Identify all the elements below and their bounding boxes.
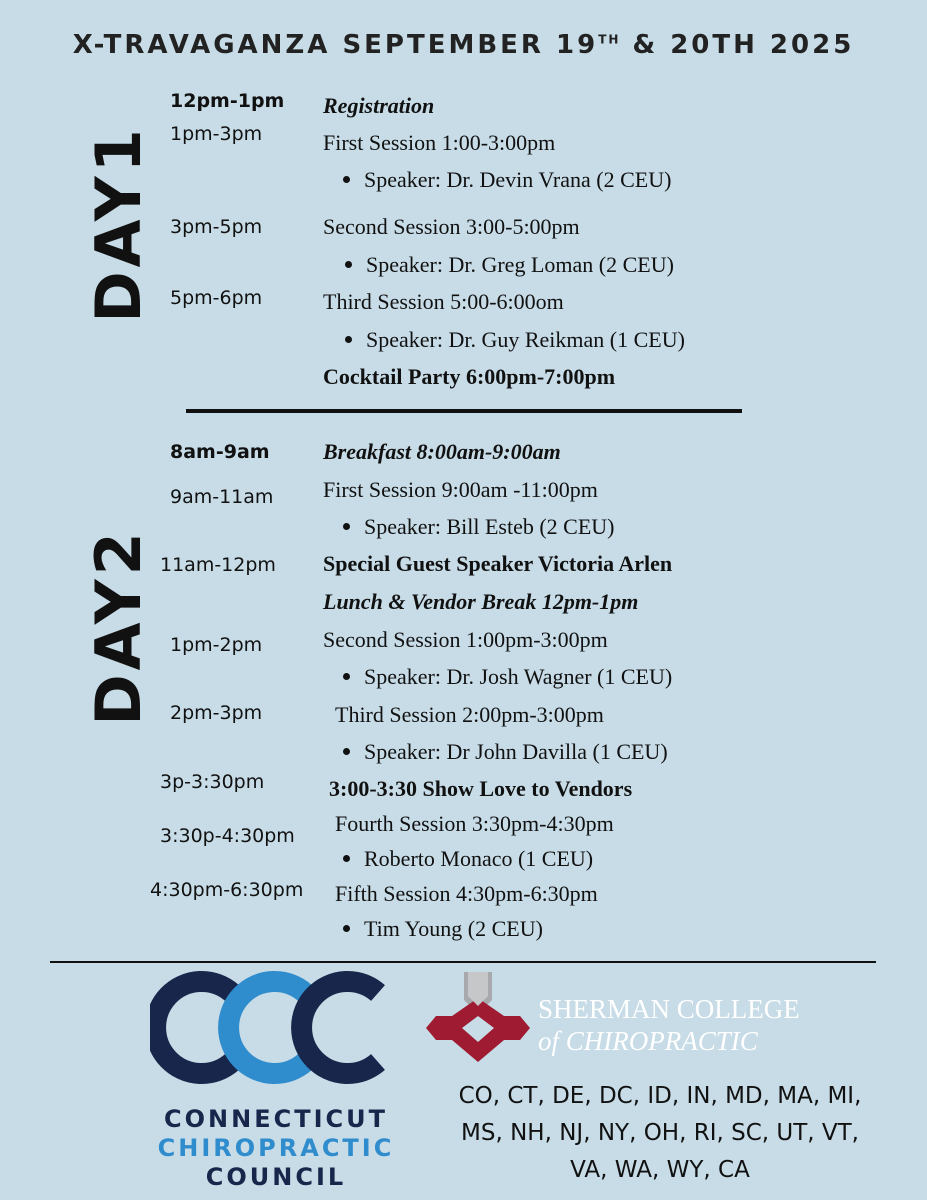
event-title-right: & 20TH 2025 [620,30,855,60]
day2-session3-speaker [343,739,668,765]
sherman-college-name: SHERMAN COLLEGE [538,994,800,1024]
day1-session2: Second Session 3:00-5:00pm [323,214,580,239]
day1-label: DAY1 [82,125,155,323]
day2-label: DAY2 [82,528,155,726]
day2-session2: Second Session 1:00pm-3:00pm [323,627,608,652]
states-line-1: CO, CT, DE, DC, ID, IN, MD, MA, MI, [458,1083,862,1109]
day2-session4-speaker-text: Roberto Monaco (1 CEU) [364,846,594,871]
bullet-icon [343,925,350,932]
day2-session5-speaker [343,916,543,942]
bullet-icon [343,176,350,183]
sherman-college-logo-icon [424,970,532,1070]
ccc-name-line1: CONNECTICUT [164,1105,388,1133]
day2-time-8: 4:30pm-6:30pm [150,879,304,901]
day2-time-7: 3:30p-4:30pm [160,825,295,847]
day1-registration: Registration [323,93,435,118]
day1-session1-speaker [343,167,671,193]
day2-session2-speaker-text: Speaker: Dr. Josh Wagner (1 CEU) [364,664,673,689]
event-title-sup: TH [598,32,621,47]
states-line-2: MS, NH, NJ, NY, OH, RI, SC, UT, VT, [461,1120,859,1146]
day2-time-3: 11am-12pm [160,554,276,576]
bullet-icon [343,523,350,530]
day2-session4: Fourth Session 3:30pm-4:30pm [335,811,614,836]
day2-session5: Fifth Session 4:30pm-6:30pm [335,881,598,906]
event-title [0,30,927,60]
day1-session1-speaker-text: Speaker: Dr. Devin Vrana (2 CEU) [364,167,672,192]
day2-time-6: 3p-3:30pm [160,771,265,793]
day2-time-1: 8am-9am [170,441,270,463]
day2-guest-speaker: Special Guest Speaker Victoria Arlen [323,551,673,576]
day1-time-4: 5pm-6pm [170,287,263,309]
day1-session3-speaker-text: Speaker: Dr. Guy Reikman (1 CEU) [366,327,685,352]
day2-session5-speaker-text: Tim Young (2 CEU) [364,916,543,941]
sherman-college-subtitle: of CHIROPRACTIC [538,1026,758,1056]
day1-session3-speaker [345,327,685,353]
day1-time-2: 1pm-3pm [170,123,263,145]
day2-session1: First Session 9:00am -11:00pm [323,477,598,502]
ccc-logo-icon [150,965,400,1090]
day2-session3-speaker-text: Speaker: Dr John Davilla (1 CEU) [364,739,668,764]
ccc-name-line3: COUNCIL [205,1163,347,1191]
day2-session1-speaker [343,514,615,540]
day2-session1-speaker-text: Speaker: Bill Esteb (2 CEU) [364,514,615,539]
day2-session4-speaker [343,846,593,872]
day1-time-1: 12pm-1pm [170,90,285,112]
day1-session3: Third Session 5:00-6:00om [323,289,564,314]
ccc-name-line2: CHIROPRACTIC [157,1134,395,1162]
day2-lunch: Lunch & Vendor Break 12pm-1pm [323,589,639,614]
day2-session3: Third Session 2:00pm-3:00pm [335,702,604,727]
day1-cocktail-party: Cocktail Party 6:00pm-7:00pm [323,364,616,389]
bullet-icon [343,855,350,862]
states-line-3: VA, WA, WY, CA [570,1157,750,1183]
states-list [430,1078,890,1189]
footer-divider [50,961,876,963]
bullet-icon [343,748,350,755]
day1-time-3: 3pm-5pm [170,216,263,238]
bullet-icon [345,336,352,343]
day2-time-4: 1pm-2pm [170,634,263,656]
day2-vendors: 3:00-3:30 Show Love to Vendors [329,776,633,801]
day2-time-5: 2pm-3pm [170,702,263,724]
day2-time-2: 9am-11am [170,486,274,508]
day1-session2-speaker [345,252,674,278]
bullet-icon [343,673,350,680]
event-title-left: X-TRAVAGANZA SEPTEMBER 19 [72,30,599,60]
day2-breakfast: Breakfast 8:00am-9:00am [323,439,561,464]
day1-session2-speaker-text: Speaker: Dr. Greg Loman (2 CEU) [366,252,674,277]
day2-session2-speaker [343,664,672,690]
day-divider [186,409,742,413]
day1-session1: First Session 1:00-3:00pm [323,130,556,155]
bullet-icon [345,261,352,268]
